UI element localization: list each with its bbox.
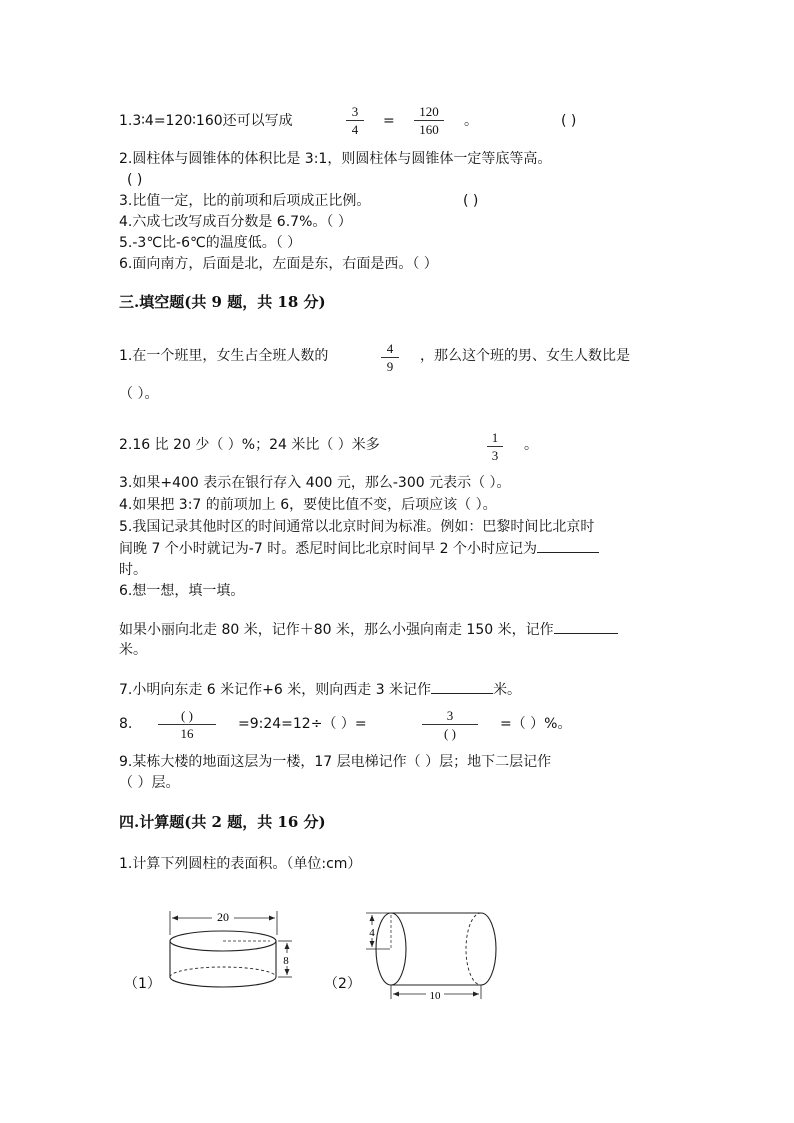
fill-q7: 7.小明向东走 6 米记作+6 米，则向西走 3 米记作 米。 — [119, 682, 522, 698]
calc-q1: 1.计算下列圆柱的表面积。（单位:cm） — [119, 856, 362, 872]
fig1-label: （1） — [124, 976, 161, 992]
calc-section-heading: 四.计算题(共 2 题，共 16 分) — [119, 813, 326, 831]
fill-q4: 4.如果把 3:7 的前项加上 6，要使比值不变，后项应该（ ）。 — [119, 497, 497, 513]
cylinder-figure-2 — [360, 905, 510, 1005]
fill-q2-fraction: 1 3 — [487, 430, 503, 463]
fig1-height-label: 8 — [283, 955, 289, 967]
cylinder-figure-1 — [160, 905, 300, 1005]
judge-q3-answer-paren[interactable]: ( ) — [463, 193, 479, 209]
fill-q6-line1: 6.想一想，填一填。 — [119, 583, 245, 599]
fill-q9-line2: （ ）层。 — [119, 775, 180, 791]
judge-q3: 3.比值一定，比的前项和后项成正比例。 — [119, 193, 371, 209]
fill-q8-fraction-2: 3 ( ) — [422, 708, 478, 741]
fill-q1-text-a: 1.在一个班里，女生占全班人数的 — [119, 348, 329, 364]
fill-q6-line2: 如果小丽向北走 80 米，记作＋80 米，那么小强向南走 150 米，记作 — [119, 620, 618, 639]
fill-q5-line2: 间晚 7 个小时就记为-7 时。悉尼时间比北京时间早 2 个小时应记为 — [119, 539, 599, 558]
judge-q1-answer-paren[interactable]: ( ) — [561, 113, 577, 129]
fill-section-heading: 三.填空题(共 9 题，共 18 分) — [119, 293, 326, 311]
fill-q8-tail: =（ ）%。 — [500, 716, 572, 732]
fill-q9-line1: 9.某栋大楼的地面这层为一楼，17 层电梯记作（ ）层；地下二层记作 — [119, 754, 552, 770]
fill-q1-answer[interactable]: （ ）。 — [119, 386, 159, 402]
judge-q1-period: 。 — [464, 113, 478, 129]
fill-q1-fraction: 4 9 — [381, 341, 399, 374]
fill-q8-fraction-1: ( ) 16 — [158, 708, 216, 741]
judge-q2-answer-paren[interactable]: ( ) — [127, 172, 143, 188]
fill-q5-line1: 5.我国记录其他时区的时间通常以北京时间为标准。例如：巴黎时间比北京时 — [119, 519, 595, 535]
fill-q8-mid: =9:24=12÷（ ）= — [238, 716, 367, 732]
judge-q5: 5.-3℃比-6℃的温度低。（ ） — [119, 235, 302, 251]
fill-q5-line3: 时。 — [119, 562, 147, 578]
judge-q1-text: 1.3∶4=120∶160还可以写成 — [119, 113, 293, 129]
judge-q6: 6.面向南方，后面是北，左面是东，右面是西。（ ） — [119, 256, 438, 272]
judge-q4: 4.六成七改写成百分数是 6.7%。（ ） — [119, 214, 352, 230]
fig2-diameter-label: 4 — [369, 927, 375, 939]
judge-q1-fraction-1: 3 4 — [346, 104, 364, 137]
fill-q8-label: 8. — [119, 716, 133, 732]
fill-q1-text-b: ，那么这个班的男、女生人数比是 — [420, 348, 630, 364]
fig2-label: （2） — [324, 976, 361, 992]
judge-q1-fraction-2: 120 160 — [414, 104, 444, 137]
judge-q2: 2.圆柱体与圆锥体的体积比是 3:1，则圆柱体与圆锥体一定等底等高。 — [119, 151, 552, 167]
judge-q1 — [119, 112, 293, 130]
fill-q6-blank[interactable] — [554, 620, 618, 634]
fig1-diameter-label: 20 — [217, 910, 229, 924]
fill-q5-blank[interactable] — [537, 539, 599, 553]
fill-q6-line3: 米。 — [119, 642, 147, 658]
fill-q2-text-a: 2.16 比 20 少（ ）%；24 米比（ ）米多 — [119, 437, 380, 453]
fill-q2-text-b: 。 — [524, 437, 538, 453]
fig2-length-label: 10 — [429, 990, 441, 1002]
fill-q3: 3.如果+400 表示在银行存入 400 元，那么-300 元表示（ ）。 — [119, 475, 511, 491]
judge-q1-equals: = — [383, 113, 395, 129]
fill-q7-blank[interactable] — [431, 680, 493, 694]
